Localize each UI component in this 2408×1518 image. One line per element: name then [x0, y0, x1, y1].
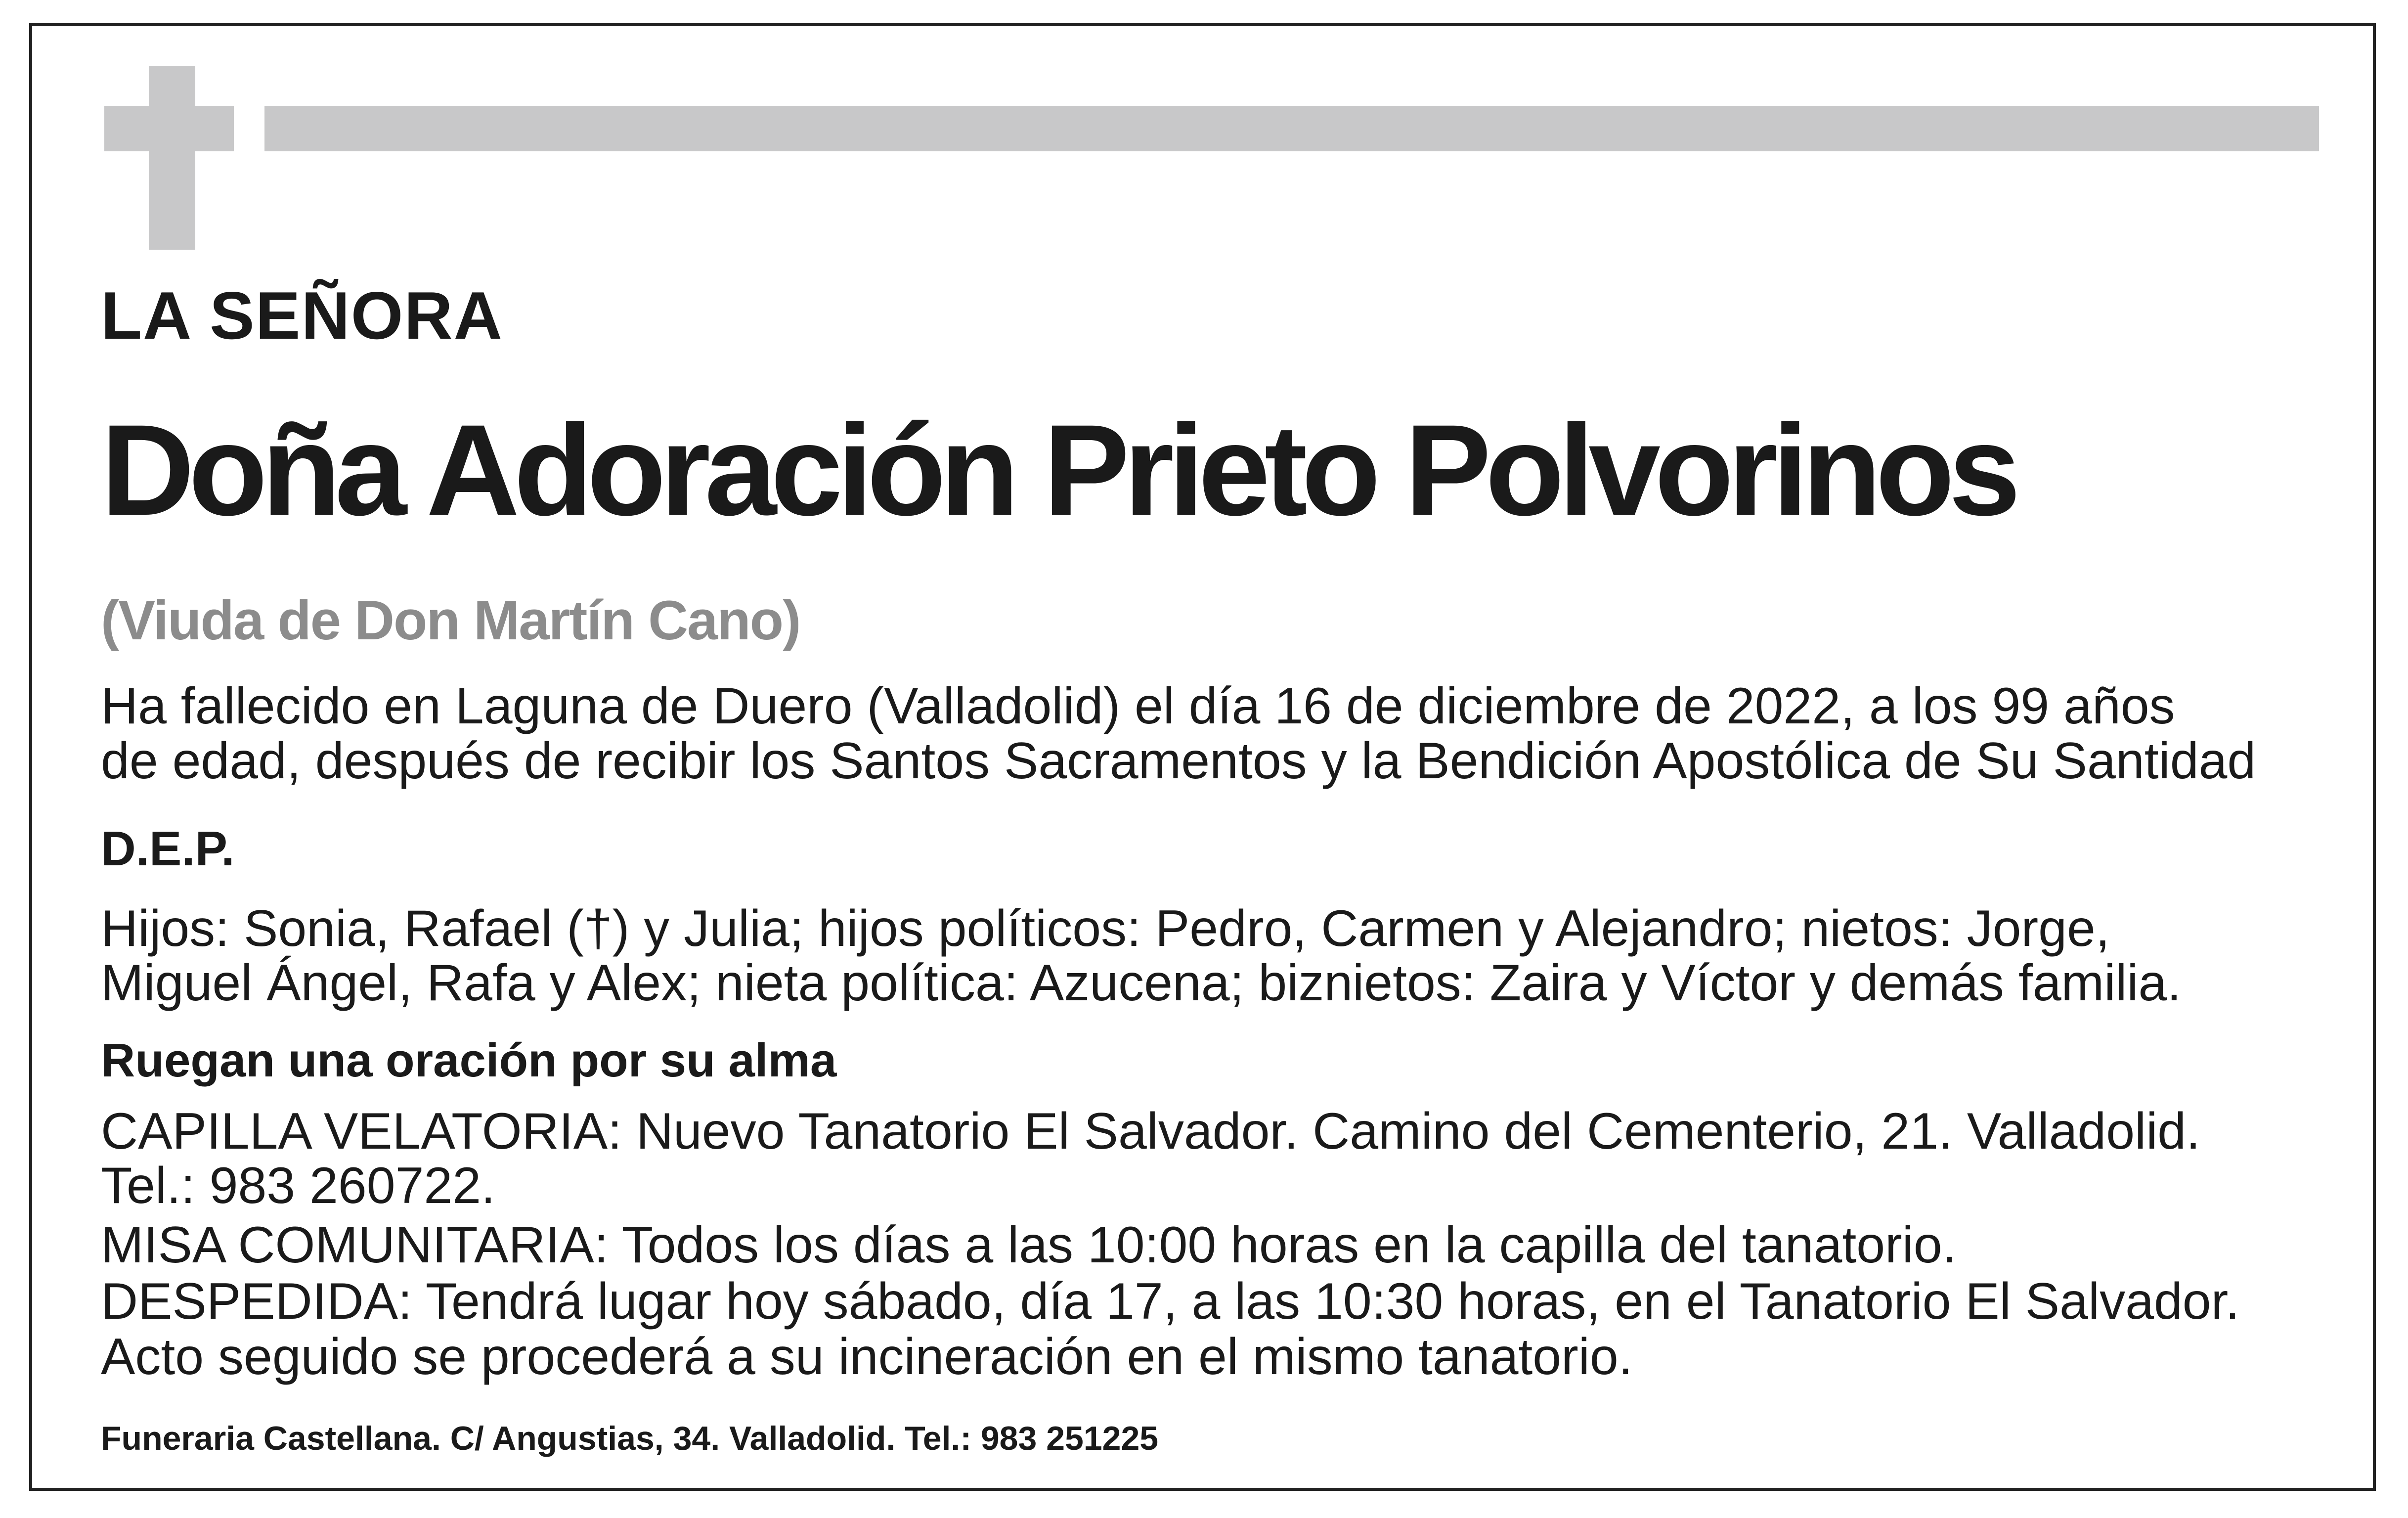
- top-rule-divider: [264, 106, 2319, 151]
- honorific: LA SEÑORA: [101, 278, 503, 353]
- cross-vertical-bar: [149, 66, 195, 250]
- family-line-2: Miguel Ángel, Rafa y Alex; nieta política: Azucena; biznietos: Zaira y Víctor y demás familia.: [101, 954, 2182, 1012]
- death-line-2: de edad, después de recibir los Santos Sacramentos y la Bendición Apostólica de Su Santidad: [101, 732, 2256, 790]
- family-line-1: Hijos: Sonia, Rafael (†) y Julia; hijos políticos: Pedro, Carmen y Alejandro; nietos: Jorge,: [101, 900, 2110, 957]
- dep-heading: D.E.P.: [101, 821, 235, 876]
- service-line-4: DESPEDIDA: Tendrá lugar hoy sábado, día 17, a las 10:30 horas, en el Tanatorio El Salvador.: [101, 1273, 2240, 1330]
- death-line-1: Ha fallecido en Laguna de Duero (Valladolid) el día 16 de diciembre de 2022, a los 99 años: [101, 677, 2175, 735]
- service-line-3: MISA COMUNITARIA: Todos los días a las 10:00 horas en la capilla del tanatorio.: [101, 1216, 1957, 1274]
- service-line-2: Tel.: 983 260722.: [101, 1157, 495, 1214]
- service-line-5: Acto seguido se procederá a su incineración en el mismo tanatorio.: [101, 1328, 1633, 1385]
- service-line-1: CAPILLA VELATORIA: Nuevo Tanatorio El Salvador. Camino del Cementerio, 21. Valladolid.: [101, 1103, 2201, 1160]
- widow-note: (Viuda de Don Martín Cano): [101, 589, 800, 651]
- prayer-request: Ruegan una oración por su alma: [101, 1034, 837, 1087]
- deceased-name: Doña Adoración Prieto Polvorinos: [101, 398, 2015, 542]
- funeral-home-footer: Funeraria Castellana. C/ Angustias, 34. Valladolid. Tel.: 983 251225: [101, 1420, 1159, 1457]
- cross-horizontal-bar: [104, 106, 234, 151]
